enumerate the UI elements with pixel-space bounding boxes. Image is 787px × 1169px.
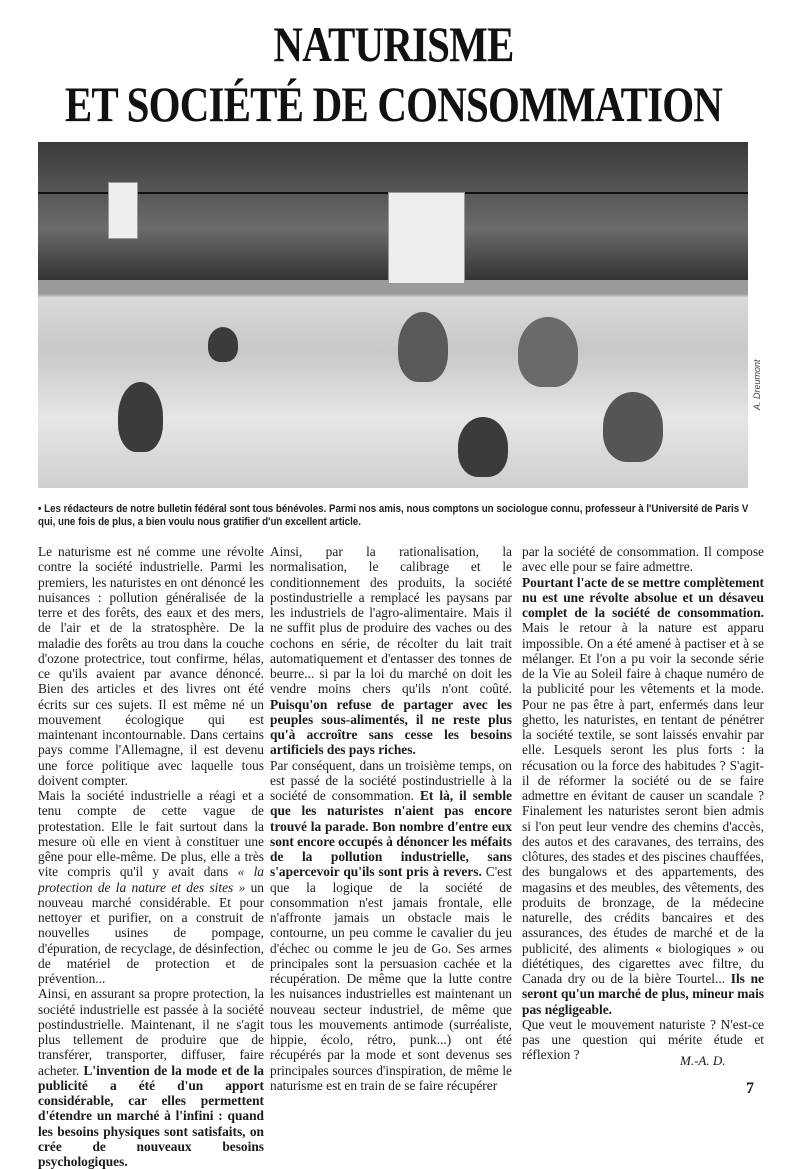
swimmer bbox=[518, 317, 578, 387]
italic-quote: « la protection de la nature et des sites » bbox=[38, 864, 264, 894]
paragraph bbox=[270, 758, 512, 1094]
paragraph bbox=[522, 1017, 764, 1063]
text: par la société de consommation. Il compose avec elle pour se faire admettre. bbox=[522, 544, 764, 574]
title-line-1: NATURISME bbox=[0, 16, 787, 72]
title-line-2: ET SOCIÉTÉ DE CONSOMMATION bbox=[0, 76, 787, 132]
bold-text: L'invention de la mode et de la publicité a été d'un apport considérable, car elles permettent d'étendre un marché à l'infini : quand les besoins physiques sont satisfaits, on crée de nouveaux besoins psychologiques. bbox=[38, 1063, 264, 1169]
article-column-2 bbox=[270, 544, 512, 1093]
page-number: 7 bbox=[746, 1080, 754, 1098]
photo-caption: • Les rédacteurs de notre bulletin fédéral sont tous bénévoles. Parmi nos amis, nous comptons un sociologue connu, professeur à l'Université de Paris V qui, une fois de plus, a bien voulu nous gratifier d'un excellent article. bbox=[38, 503, 765, 529]
article-column-3 bbox=[522, 544, 764, 1063]
text: Ainsi, en assurant sa propre protection, la société industrielle est passée à la société postindustrielle. Maintenant, il ne s'agit plus tellement de produire que de transférer, transporter, diffuser, faire acheter. bbox=[38, 986, 264, 1077]
text: Le naturisme est né comme une révolte contre la société industrielle. Parmi les premiers, les naturistes en ont dénoncé les nuisances : pollution généralisée de la terre et des forêts, des eaux et des mers, de l'air et de la stratosphère. De la maladie des forêts au trou dans la couche d'ozone protectrice, tout confirme, hélas, ce qu'ils avaient par avance dénoncé. Bien des articles et des livres ont été écrits sur ces sujets. Il est même né un mouvement écologique qui est maintenant incontournable. Dans certains pays comme l'Allemagne, il est devenu une force politique avec laquelle tous doivent compter. bbox=[38, 544, 264, 788]
photo-swimming-pool bbox=[38, 142, 748, 488]
text: Par conséquent, dans un troisième temps, on est passé de la société postindustrielle à la société de consommation. bbox=[270, 758, 512, 804]
bold-text: Et là, il semble que les naturistes n'aient pas encore trouvé la parade. Bon nombre d'entre eux sont encore occupés à dénoncer les méfaits de la pollution industrielle, sans s'apercevoir qu'ils sont pris à revers. bbox=[270, 788, 512, 879]
text: Mais le retour à la nature est apparu impossible. On a été amené à pactiser et à se mélanger. Et l'on a pu voir la seconde série de la Vie au Soleil faire à chaque numéro de la publicité pour les vêtements et la mode. Pour ne pas être à part, enfermés dans leur ghetto, les naturistes, en tentant de pénétrer la société textile, se sont laissés envahir par elle. Lesquels seront les plus forts : la récusation ou la force des habitudes ? S'agit-il de réformer la société ou de se faire admettre en évitant de causer un scandale ? Finalement les naturistes seront bien admis si l'on peut leur vendre des chemins d'accès, des autos et des caravanes, des terrains, des clôtures, des stades et des piscines chauffées, des bungalows et des appartements, des magasins et des meubles, des vêtements, des produits de bronzage, de la médecine naturelle, des crédits bancaires et des assurances, des études de marché et de la publicité, des aliments « biologiques » ou diététiques, des cigarettes avec filtre, du Canada dry ou de la bière Tourtel... bbox=[522, 620, 764, 986]
paragraph bbox=[38, 788, 264, 986]
author-signature: M.-A. D. bbox=[680, 1053, 726, 1069]
paragraph bbox=[522, 544, 764, 575]
bold-text: Puisqu'on refuse de partager avec les peuples sous-alimentés, il ne reste plus qu'à accroître sans cesse les besoins artificiels des pays riches. bbox=[270, 697, 512, 758]
bold-text: Ils ne seront qu'un marché de plus, mineur mais pas négligeable. bbox=[522, 971, 764, 1017]
text: un nouveau marché considérable. Et pour nettoyer et purifier, on a construit de nouvelles usines de pompage, d'épuration, de recyclage, de désinfection, de matériel de protection et de prévention... bbox=[38, 880, 264, 987]
swimmer bbox=[458, 417, 508, 477]
bold-text: Pourtant l'acte de se mettre complètement nu est une révolte absolue et un désaveu complet de la société de consommation. bbox=[522, 575, 764, 621]
text: Mais la société industrielle a réagi et a tenu compte de cette vague de protestation. Elle le fait surtout dans la mesure où elle en vient à constituer une gêne pour elle-même. De plus, elle a très vite compris qu'il y avait dans bbox=[38, 788, 264, 879]
text: C'est que la logique de la société de consommation n'est jamais frontale, elle n'affronte jamais un obstacle mais le contourne, un peu comme le cavalier du jeu d'échec ou comme le jeu de Go. Ses armes principales sont la persuasion cachée et la récupération. De même que la lutte contre les nuisances industrielles est maintenant un nouveau secteur industriel, de même que tous les mouvements antimode (surréaliste, hippie, écolo, rétro, punk...) ont été récupérés par la mode et sont devenus ses principales sources d'inspiration, de même le naturisme est en train de se faire récupérer bbox=[270, 864, 512, 1093]
paragraph bbox=[38, 544, 264, 788]
swimmer bbox=[118, 382, 163, 452]
paragraph bbox=[522, 575, 764, 1017]
swimmer bbox=[603, 392, 663, 462]
text: Que veut le mouvement naturiste ? N'est-ce pas une question qui mérite étude et réflexion ? bbox=[522, 1017, 764, 1063]
article-column-1 bbox=[38, 544, 264, 1169]
towel bbox=[108, 182, 138, 239]
swimmer bbox=[398, 312, 448, 382]
photo-credit: A. Dreumont bbox=[752, 359, 762, 410]
paragraph bbox=[38, 986, 264, 1169]
swimmer bbox=[208, 327, 238, 362]
text: Ainsi, par la rationalisation, la normalisation, le calibrage et le conditionnement des produits, la société postindustrielle a remplacé les paysans par les industriels de l'agro-alimentaire. Mais il ne suffit plus de produire des vaches ou des cochons en série, de récolter du lait trait automatiquement et d'entasser des tonnes de beurre... si par la loi du marché on doit les vendre moins chers qu'ils n'ont coûté. bbox=[270, 544, 512, 696]
towel bbox=[388, 192, 465, 284]
paragraph bbox=[270, 544, 512, 758]
